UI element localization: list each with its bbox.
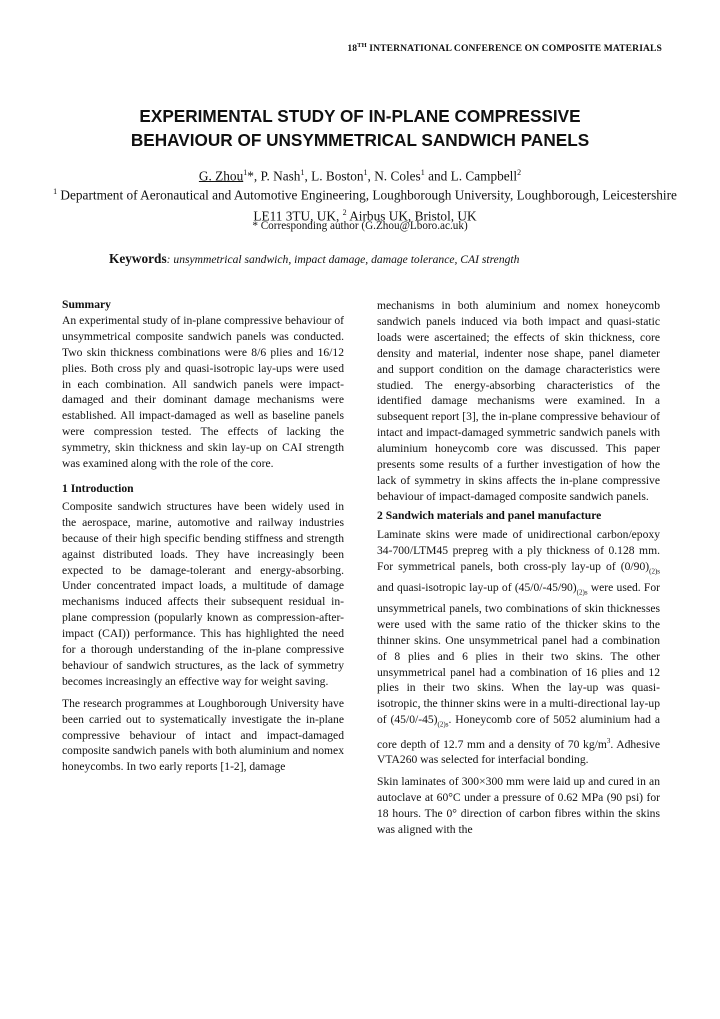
paper-title (0, 104, 720, 152)
intro-paragraph-1: Composite sandwich structures have been widely used in the aerospace, marine, automotive and railway industries because of their high specific bending stiffness and strength against distributed loads. They have increasingly been expected to be damage-tolerant and energy-absorbing. Under concentrated impact loads, a multitude of damage mechanisms induced affects their subsequent residual in-plane compression (popularly known as compression-after-impact (CAI)) performance. This has highlighted the need for a thorough understanding of the in-plane compressive behaviour of sandwich structures, as the lack of symmetry becomes increasingly an effective way for weight saving. (62, 499, 344, 688)
title-line-2: BEHAVIOUR OF UNSYMMETRICAL SANDWICH PANELS (130, 130, 590, 150)
affil-text-2: Airbus UK, Bristol, UK (346, 208, 477, 224)
p2-part-b: and quasi-isotropic lay-up of (45/0/-45/90) (377, 580, 577, 594)
p2-sub-2: (2)s (576, 588, 588, 597)
right-paragraph-1: mechanisms in both aluminium and nomex honeycomb sandwich panels induced via both impact and quasi-static loads were ascertained; the effects of skin thickness, core density and material, indenter nose shape, panel diameter and support condition on the damage characteristics were studied. The energy-absorbing characteristics of the identified damage mechanisms were examined. In a subsequent report [3], the in-plane compressive behaviour of intact and impact-damaged symmetric sandwich panels with aluminium honeycomb core was discussed. This paper presents some results of a further investigation of how the lack of symmetry in skins affects the in-plane compressive behaviour of impact-damaged composite sandwich panels. (377, 299, 660, 503)
p2-part-c: were used. For unsymmetrical panels, two combinations of skin thicknesses were used with the same ratio of the thicker skins to the thinner skins. One unsymmetrical panel had a combination of 8 plies and 6 plies in their two skins. The other unsymmetrical panel had a combination of 16 plies and 12 plies in their two skins. When the lay-up was quasi-isotropic, the thinner skins were in a multi-directional lay-up of (45/0/-45) (377, 580, 661, 727)
right-column (377, 298, 660, 838)
right-paragraph-2 (377, 527, 660, 768)
affil-sup-1: 1 (53, 187, 58, 196)
keywords-label: Keywords (109, 251, 167, 266)
author-first: G. Zhou (198, 168, 244, 184)
author-coles: , N. Coles (367, 168, 421, 184)
corresponding-author: * Corresponding author (G.Zhou@Lboro.ac.uk) (252, 220, 468, 232)
author-campbell: and L. Campbell (424, 168, 518, 184)
affil-text-1: Department of Aeronautical and Automotive Engineering, Loughborough University, Loughborough, Leicestershire LE11 3TU, UK, (57, 187, 677, 224)
header-sup: TH (357, 42, 367, 49)
introduction-heading: 1 Introduction (62, 481, 134, 495)
author-nash-sup: 1 (300, 168, 305, 177)
summary-heading: Summary (62, 298, 111, 311)
left-column (62, 297, 344, 775)
title-line-1: EXPERIMENTAL STUDY OF IN-PLANE COMPRESSIVE (139, 106, 581, 126)
right-paragraph-3: Skin laminates of 300×300 mm were laid up and cured in an autoclave at 60°C under a pressure of 0.62 MPa (90 psi) for 18 hours. The 0° direction of carbon fibres within the skins was aligned with the (377, 775, 660, 836)
header-prefix: 18 (347, 43, 358, 55)
author-boston-sup: 1 (363, 168, 368, 177)
p2-part-a: Laminate skins were made of unidirectional carbon/epoxy 34-700/LTM45 prepreg with a ply thickness of 0.128 mm. For symmetrical panels, both cross-ply lay-up of (0/90) (377, 527, 660, 573)
summary-paragraph: An experimental study of in-plane compressive behaviour of unsymmetrical composite sandwich panels was conducted. Two skin thickness combinations were 8/6 plies and 16/12 plies. Both cross ply and quasi-isotropic lay-ups were used in each combination. All sandwich panels were impact-damaged and their dominant damage mechanisms were established. All impact-damaged as well as baseline panels were compression tested. The effects of lacking the symmetry, skin thickness and skin lay-up on CAI strength was examined along with the role of the core. (62, 313, 344, 471)
author-campbell-sup: 2 (517, 168, 522, 177)
p2-part-e: . Adhesive VTA260 was selected for interfacial bonding. (377, 737, 660, 767)
author-first-sup: 1 (243, 168, 248, 177)
p2-sub-1: (2)s (649, 566, 660, 575)
intro-paragraph-2: The research programmes at Loughborough University have been carried out to systematically investigate the in-plane compressive behaviour of intact and impact-damaged composite sandwich panels with both aluminium and nomex honeycombs. In two early reports [1-2], damage (62, 696, 344, 774)
header-text: INTERNATIONAL CONFERENCE ON COMPOSITE MATERIALS (366, 43, 662, 55)
p2-sub-3: (2)s (437, 720, 449, 729)
keywords-colon: : (166, 253, 174, 266)
keywords-line (109, 251, 519, 267)
author-first-mark: *, P. Nash (247, 168, 301, 184)
affil-sup-2: 2 (342, 208, 347, 218)
section-2-heading: 2 Sandwich materials and panel manufacture (377, 508, 602, 522)
author-boston: , L. Boston (304, 168, 364, 184)
conference-header (0, 42, 662, 54)
keywords-text: unsymmetrical sandwich, impact damage, damage tolerance, CAI strength (173, 253, 520, 266)
author-coles-sup: 1 (420, 168, 425, 177)
p2-sup: 3 (606, 736, 611, 745)
p2-part-d: . Honeycomb core of 5052 aluminium had a core depth of 12.7 mm and a density of 70 kg/m (377, 713, 660, 751)
